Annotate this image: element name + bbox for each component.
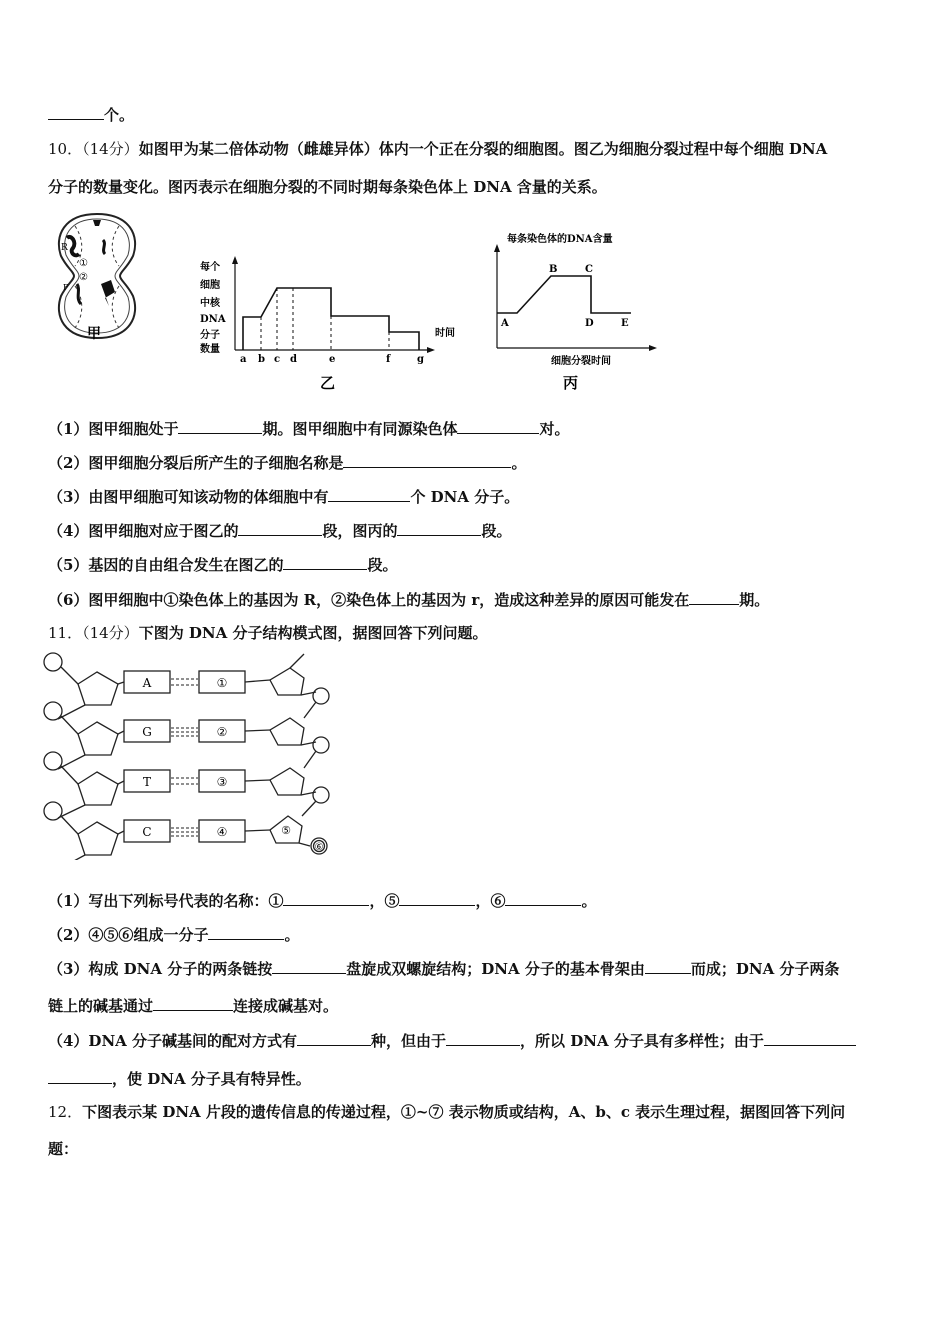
caption-yi: 乙 <box>320 374 336 392</box>
question-number: 12． <box>48 1103 83 1121</box>
svg-text:每个: 每个 <box>200 262 220 273</box>
xlabel-time: 时间 <box>435 328 455 339</box>
q10-sub2: （2）图甲细胞分裂后所产生的子细胞名称是 。 <box>48 454 527 472</box>
q10-sub4: （4）图甲细胞对应于图乙的 段，图丙的 段。 <box>48 522 512 540</box>
svg-text:中核: 中核 <box>200 298 220 309</box>
q12-stem-line1: 12．下图表示某 DNA 片段的遗传信息的传递过程，①~⑦ 表示物质或结构，A、b、c 表示生理过程，据图回答下列问 <box>48 1103 846 1121</box>
svg-text:DNA: DNA <box>200 314 226 325</box>
label-F: F <box>63 283 69 292</box>
answer-blank[interactable] <box>764 1031 856 1046</box>
tick-f: f <box>386 354 391 365</box>
label-5: ⑤ <box>281 824 291 837</box>
answer-blank[interactable] <box>178 419 262 434</box>
label-2: ② <box>79 272 88 283</box>
q11-sub3-line2: 链上的碱基通过 连接成碱基对。 <box>48 997 339 1015</box>
q10-stem-line2: 分子的数量变化。图丙表示在细胞分裂的不同时期每条染色体上 DNA 含量的关系。 <box>48 178 607 196</box>
answer-blank[interactable] <box>153 996 233 1011</box>
pair-2: ② <box>216 725 228 739</box>
q11-sub1: （1）写出下列标号代表的名称：① ，⑤ ，⑥ 。 <box>48 892 597 910</box>
q11-sub3-line1: （3）构成 DNA 分子的两条链按 盘旋成双螺旋结构；DNA 分子的基本骨架由 而成；DNA 分子两条 <box>48 960 840 978</box>
answer-blank[interactable] <box>48 1069 112 1084</box>
dna-structure-figure <box>42 650 337 860</box>
answer-blank[interactable] <box>397 521 481 536</box>
prev-answer-line: 个。 <box>48 104 134 125</box>
label-6: ⑥ <box>314 842 324 853</box>
question-number: 11． <box>48 624 83 642</box>
tick-d: d <box>290 354 297 365</box>
point-D: D <box>585 318 594 329</box>
tick-c: c <box>274 354 281 365</box>
pair-1: ① <box>216 676 228 690</box>
answer-blank[interactable] <box>505 891 581 906</box>
answer-blank[interactable] <box>283 891 369 906</box>
base-T: T <box>142 775 152 789</box>
q10-figure <box>45 206 661 396</box>
caption-jia: 甲 <box>87 326 101 342</box>
label-1: ① <box>79 258 88 269</box>
q10-sub6: （6）图甲细胞中①染色体上的基因为 R，②染色体上的基因为 r，造成这种差异的原因可能发在 期。 <box>48 591 770 609</box>
caption-bing: 丙 <box>563 374 579 392</box>
q11-stem: 11．（14分）下图为 DNA 分子结构模式图，据图回答下列问题。 <box>48 624 488 642</box>
q10-sub5: （5）基因的自由组合发生在图乙的 段。 <box>48 556 398 574</box>
tick-g: g <box>417 354 424 365</box>
svg-text:分子: 分子 <box>200 330 220 341</box>
q10-stem-line1: 10．（14分）如图甲为某二倍体动物（雌雄异体）体内一个正在分裂的细胞图。图乙为细胞分裂过程中每个细胞 DNA <box>48 140 828 158</box>
point-B: B <box>549 264 558 275</box>
answer-blank[interactable] <box>328 487 410 502</box>
point-A: A <box>501 318 509 329</box>
label-R: R <box>61 243 68 253</box>
chart-yi <box>200 256 455 392</box>
point-E: E <box>621 318 629 329</box>
answer-blank[interactable] <box>446 1031 520 1046</box>
pair-3: ③ <box>216 775 228 789</box>
xlabel-bing: 细胞分裂时间 <box>551 356 611 367</box>
answer-blank[interactable] <box>283 555 367 570</box>
cell-figure-jia <box>59 214 135 342</box>
pair-4: ④ <box>216 825 228 839</box>
tick-e: e <box>329 354 336 365</box>
answer-blank[interactable] <box>457 419 539 434</box>
q11-sub4-line2: ，使 DNA 分子具有特异性。 <box>48 1068 311 1089</box>
chart-bing <box>494 232 657 392</box>
answer-blank[interactable] <box>689 590 739 605</box>
base-A: A <box>142 676 152 690</box>
question-number: 10． <box>48 140 83 158</box>
q10-sub1: （1）图甲细胞处于 期。图甲细胞中有同源染色体 对。 <box>48 420 570 438</box>
tick-b: b <box>258 354 265 365</box>
q12-stem-line2: 题： <box>48 1140 79 1158</box>
answer-blank[interactable] <box>208 925 284 940</box>
q11-sub2: （2）④⑤⑥组成一分子 。 <box>48 926 300 944</box>
answer-blank[interactable] <box>297 1031 371 1046</box>
answer-blank[interactable] <box>272 959 346 974</box>
question-score: （14分） <box>82 140 139 158</box>
tick-a: a <box>240 354 247 365</box>
svg-text:细胞: 细胞 <box>200 280 220 291</box>
answer-blank[interactable] <box>399 891 475 906</box>
answer-blank[interactable] <box>343 453 511 468</box>
answer-blank[interactable] <box>48 105 104 120</box>
question-score: （14分） <box>82 624 139 642</box>
q10-sub3: （3）由图甲细胞可知该动物的体细胞中有 个 DNA 分子。 <box>48 488 520 506</box>
answer-blank[interactable] <box>645 959 691 974</box>
base-G: G <box>142 725 152 739</box>
answer-blank[interactable] <box>238 521 322 536</box>
base-C: C <box>142 825 152 839</box>
point-C: C <box>585 264 593 275</box>
svg-text:数量: 数量 <box>200 344 220 355</box>
q11-sub4-line1: （4）DNA 分子碱基间的配对方式有 种，但由于 ，所以 DNA 分子具有多样性；由于 <box>48 1030 856 1051</box>
ylabel-bing: 每条染色体的DNA含量 <box>507 234 613 245</box>
